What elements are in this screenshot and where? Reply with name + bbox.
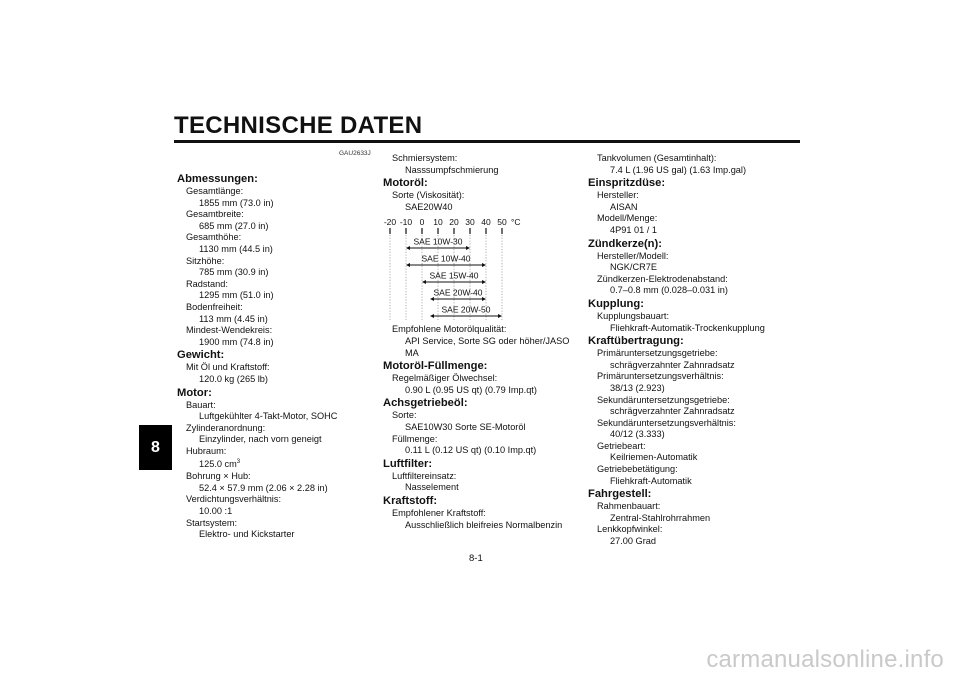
label-sekundaer-verhaeltnis: Sekundäruntersetzungsverhältnis: — [597, 417, 736, 428]
value-sekundaer-verhaeltnis: 40/12 (3.333) — [610, 429, 665, 440]
value-oel-sorte: SAE20W40 — [405, 201, 453, 212]
column-1 — [177, 172, 367, 541]
grade-label: SAE 10W-30 — [413, 236, 463, 247]
temp-tick-label: 20 — [449, 217, 459, 228]
column-2 — [383, 153, 583, 531]
heading-motor: Motor: — [177, 386, 212, 399]
value-bohrung-hub: 52.4 × 57.9 mm (2.06 × 2.28 in) — [199, 482, 328, 493]
value-verdichtung: 10.00 :1 — [199, 505, 233, 516]
label-modell-menge: Modell/Menge: — [597, 213, 658, 224]
value-sekundaer-getriebe: schrägverzahnter Zahnradsatz — [610, 406, 735, 417]
value-schmiersystem: Nasssumpfschmierung — [405, 164, 499, 175]
label-zk-hersteller: Hersteller/Modell: — [597, 250, 669, 261]
label-elektrodenabstand: Zündkerzen-Elektrodenabstand: — [597, 273, 728, 284]
label-getriebeart: Getriebeart: — [597, 440, 646, 451]
label-radstand: Radstand: — [186, 278, 228, 289]
value-oel-qualitaet-2: MA — [405, 347, 419, 358]
heading-kraftstoff: Kraftstoff: — [383, 494, 438, 507]
label-oel-qualitaet: Empfohlene Motorölqualität: — [392, 324, 507, 335]
value-modell-menge: 4P91 01 / 1 — [610, 224, 657, 235]
grade-label: SAE 15W-40 — [429, 270, 479, 281]
value-hersteller: AISAN — [610, 201, 638, 212]
label-verdichtung: Verdichtungsverhältnis: — [186, 494, 281, 505]
value-startsystem: Elektro- und Kickstarter — [199, 529, 295, 540]
value-rahmenbauart: Zentral-Stahlrohrrahmen — [610, 512, 711, 523]
label-sekundaer-getriebe: Sekundäruntersetzungsgetriebe: — [597, 394, 730, 405]
label-lenkkopfwinkel: Lenkkopfwinkel: — [597, 524, 663, 535]
label-kupplungsbauart: Kupplungsbauart: — [597, 310, 670, 321]
value-kupplungsbauart: Fliehkraft-Automatik-Trockenkupplung — [610, 322, 765, 333]
temp-tick-label: 30 — [465, 217, 475, 228]
label-tankvolumen: Tankvolumen (Gesamtinhalt): — [597, 153, 717, 163]
label-hubraum: Hubraum: — [186, 445, 227, 456]
label-gesamthoehe: Gesamthöhe: — [186, 232, 242, 243]
temp-tick-label: 0 — [419, 217, 425, 228]
label-oel-sorte: Sorte (Viskosität): — [392, 190, 465, 201]
page-title: TECHNISCHE DATEN — [174, 112, 423, 139]
value-zylinder: Einzylinder, nach vorn geneigt — [199, 434, 322, 445]
hubraum-superscript: 3 — [236, 459, 241, 466]
heading-einspritzduese: Einspritzdüse: — [588, 177, 666, 190]
value-radstand: 1295 mm (51.0 in) — [199, 290, 274, 301]
value-primaer-verhaeltnis: 38/13 (2.923) — [610, 382, 665, 393]
value-luftfilter: Nasselement — [405, 482, 459, 493]
arrowhead-right — [466, 246, 470, 250]
value-oel-qualitaet-1: API Service, Sorte SG oder höher/JASO — [405, 335, 570, 346]
label-primaer-getriebe: Primäruntersetzungsgetriebe: — [597, 348, 718, 359]
arrowhead-left — [430, 314, 434, 318]
arrowhead-right — [482, 297, 486, 301]
arrowhead-left — [406, 246, 410, 250]
label-oelwechsel: Regelmäßiger Ölwechsel: — [392, 373, 498, 384]
heading-gewicht: Gewicht: — [177, 349, 225, 362]
value-kraftstoff: Ausschließlich bleifreies Normalbenzin — [405, 519, 563, 530]
temp-unit-label: °C — [511, 217, 521, 228]
label-hersteller: Hersteller: — [597, 190, 639, 201]
label-schmiersystem: Schmiersystem: — [392, 153, 458, 163]
value-bodenfreiheit: 113 mm (4.45 in) — [199, 313, 268, 324]
grade-label: SAE 10W-40 — [421, 253, 471, 264]
label-luftfilter: Luftfiltereinsatz: — [392, 470, 457, 481]
value-hubraum — [177, 457, 367, 471]
temp-tick-label: -10 — [399, 217, 413, 228]
value-tankvolumen: 7.4 L (1.96 US gal) (1.63 Imp.gal) — [610, 164, 747, 175]
chapter-tab: 8 — [139, 425, 172, 470]
column-3 — [588, 153, 798, 548]
label-achs-fuellmenge: Füllmenge: — [392, 433, 438, 444]
value-achs-fuellmenge: 0.11 L (0.12 US qt) (0.10 Imp.qt) — [405, 445, 537, 456]
value-bauart: Luftgekühlter 4-Takt-Motor, SOHC — [199, 411, 338, 422]
label-sitzhoehe: Sitzhöhe: — [186, 255, 225, 266]
hubraum-number: 125.0 cm — [199, 459, 237, 470]
label-getriebebetaetigung: Getriebebetätigung: — [597, 464, 678, 475]
document-code: GAU2633J — [339, 150, 371, 157]
arrowhead-right — [482, 280, 486, 284]
label-startsystem: Startsystem: — [186, 517, 238, 528]
heading-achsgetriebeoel: Achsgetriebeöl: — [383, 397, 468, 410]
temp-tick-label: -20 — [383, 217, 397, 228]
label-zylinder: Zylinderanordnung: — [186, 422, 266, 433]
label-wendekreis: Mindest-Wendekreis: — [186, 325, 273, 336]
heading-fahrgestell: Fahrgestell: — [588, 488, 652, 501]
grade-label: SAE 20W-40 — [433, 287, 483, 298]
heading-kraftuebertragung: Kraftübertragung: — [588, 335, 684, 348]
label-bauart: Bauart: — [186, 399, 216, 410]
value-gesamtlaenge: 1855 mm (73.0 in) — [199, 197, 274, 208]
temp-tick-label: 10 — [433, 217, 443, 228]
arrowhead-left — [406, 263, 410, 267]
label-gewicht: Mit Öl und Kraftstoff: — [186, 362, 270, 373]
arrowhead-left — [422, 280, 426, 284]
label-bohrung-hub: Bohrung × Hub: — [186, 471, 251, 482]
temp-tick-label: 50 — [497, 217, 507, 228]
value-elektrodenabstand: 0.7–0.8 mm (0.028–0.031 in) — [610, 285, 728, 296]
label-achs-sorte: Sorte: — [392, 410, 417, 421]
value-achs-sorte: SAE10W30 Sorte SE-Motoröl — [405, 421, 526, 432]
heading-luftfilter: Luftfilter: — [383, 457, 433, 470]
value-gesamtbreite: 685 mm (27.0 in) — [199, 220, 269, 231]
arrowhead-left — [430, 297, 434, 301]
value-oelwechsel: 0.90 L (0.95 US qt) (0.79 Imp.qt) — [405, 384, 537, 395]
label-kraftstoff: Empfohlener Kraftstoff: — [392, 507, 486, 518]
value-lenkkopfwinkel: 27.00 Grad — [610, 536, 656, 547]
label-rahmenbauart: Rahmenbauart: — [597, 501, 661, 512]
arrowhead-right — [498, 314, 502, 318]
value-primaer-getriebe: schrägverzahnter Zahnradsatz — [610, 359, 735, 370]
value-gewicht: 120.0 kg (265 lb) — [199, 373, 268, 384]
heading-fuellmenge: Motoröl-Füllmenge: — [383, 360, 488, 373]
heading-kupplung: Kupplung: — [588, 297, 644, 310]
grade-label: SAE 20W-50 — [441, 304, 491, 315]
value-getriebebetaetigung: Fliehkraft-Automatik — [610, 475, 692, 486]
label-gesamtbreite: Gesamtbreite: — [186, 209, 244, 220]
title-rule — [174, 140, 800, 143]
value-zk-hersteller: NGK/CR7E — [610, 262, 657, 273]
heading-abmessungen: Abmessungen: — [177, 173, 258, 185]
heading-motoroel: Motoröl: — [383, 177, 428, 190]
temp-tick-label: 40 — [481, 217, 491, 228]
label-gesamtlaenge: Gesamtlänge: — [186, 186, 244, 196]
page-number: 8-1 — [469, 553, 483, 564]
value-sitzhoehe: 785 mm (30.9 in) — [199, 267, 269, 278]
value-gesamthoehe: 1130 mm (44.5 in) — [199, 243, 273, 254]
watermark: carmanualsonline.info — [706, 646, 944, 673]
label-primaer-verhaeltnis: Primäruntersetzungsverhältnis: — [597, 371, 724, 382]
value-getriebeart: Keilriemen-Automatik — [610, 452, 698, 463]
arrowhead-right — [482, 263, 486, 267]
value-wendekreis: 1900 mm (74.8 in) — [199, 336, 274, 347]
oil-viscosity-chart — [383, 216, 543, 324]
label-bodenfreiheit: Bodenfreiheit: — [186, 301, 243, 312]
heading-zuendkerze: Zündkerze(n): — [588, 237, 662, 250]
